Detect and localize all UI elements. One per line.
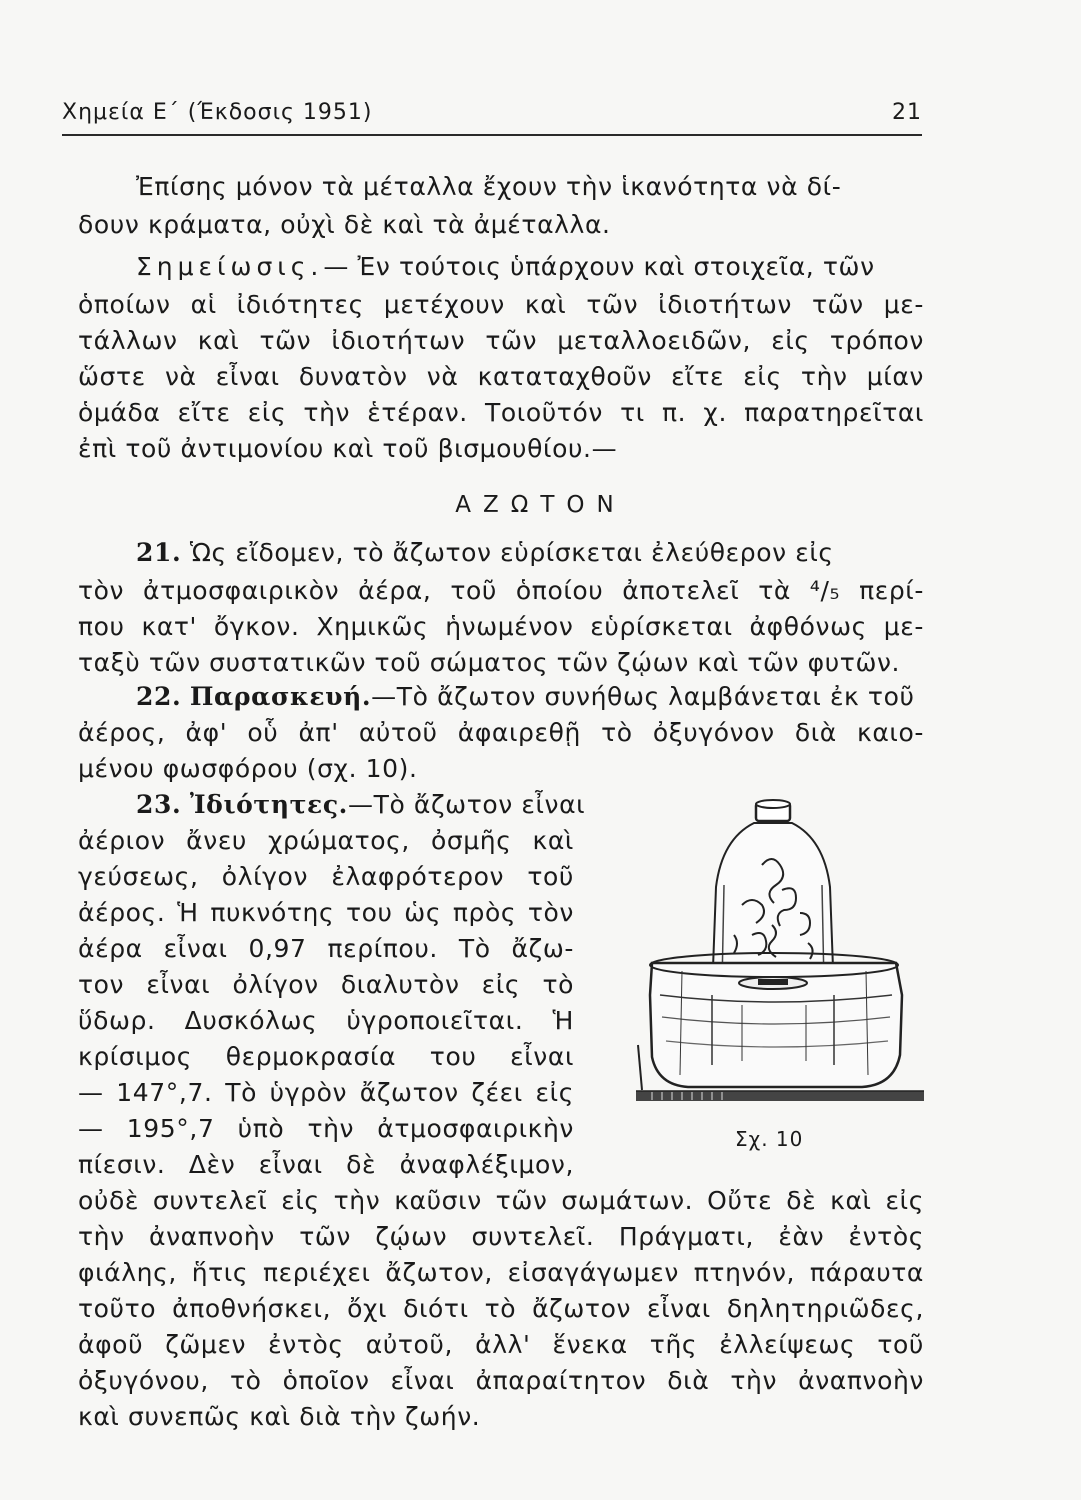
text-line: ὁμάδα εἴτε εἰς τὴν ἑτέραν. Τοιοῦτόν τι π. χ. παρατηρεῖται	[78, 398, 924, 427]
text-line: μένου φωσφόρου (σχ. 10).	[78, 754, 418, 783]
text-line: κρίσιμος θερμοκρασία του εἶναι	[78, 1042, 574, 1071]
text-line: που κατ' ὄγκον. Χημικῶς ἡνωμένον εὑρίσκεται ἀφθόνως με-	[78, 612, 924, 641]
text-line: ἐπὶ τοῦ ἀντιμονίου καὶ τοῦ βισμουθίου.—	[78, 434, 618, 463]
text-line: τὴν ἀναπνοὴν τῶν ζῴων συντελεῖ. Πράγματι, ἐὰν ἐντὸς	[78, 1222, 924, 1251]
page-number: 21	[892, 100, 922, 125]
text-line: οὐδὲ συντελεῖ εἰς τὴν καῦσιν τῶν σωμάτων. Οὔτε δὲ καὶ εἰς	[78, 1186, 924, 1215]
section-text: —Τὸ ἄζωτον συνήθως λαμβάνεται ἐκ τοῦ	[371, 682, 915, 711]
text-line: ταξὺ τῶν συστατικῶν τοῦ σώματος τῶν ζῴων καὶ τῶν φυτῶν.	[78, 648, 901, 677]
figure-caption: Σχ. 10	[735, 1127, 804, 1151]
text-line	[136, 252, 924, 282]
section-number: 21.	[136, 538, 182, 567]
bell-jar-illustration	[622, 795, 932, 1125]
text-line: τον εἶναι ὀλίγον διαλυτὸν εἰς τὸ	[78, 970, 574, 999]
text-line: ἀέρος, ἀφ' οὗ ἀπ' αὐτοῦ ἀφαιρεθῇ τὸ ὀξυγόνον διὰ καιο-	[78, 718, 924, 747]
section-number: 22.	[136, 682, 182, 711]
text-line: δουν κράματα, οὐχὶ δὲ καὶ τὰ ἀμέταλλα.	[78, 210, 611, 239]
section-title: Παρασκευή.	[189, 682, 372, 711]
text-line	[136, 790, 586, 820]
text-line: φιάλης, ἥτις περιέχει ἄζωτον, εἰσαγάγωμεν πτηνόν, πάραυτα	[78, 1258, 924, 1287]
text-line: τοῦτο ἀποθνήσκει, ὄχι διότι τὸ ἄζωτον εἶναι δηλητηριῶδες,	[78, 1294, 924, 1323]
text-line: ὕδωρ. Δυσκόλως ὑγροποιεῖται. Ἡ	[78, 1006, 574, 1035]
section-text: Ὡς εἴδομεν, τὸ ἄζωτον εὑρίσκεται ἐλεύθερον εἰς	[189, 538, 834, 567]
text-line	[136, 682, 924, 712]
text-line: ἀέριον ἄνευ χρώματος, ὀσμῆς καὶ	[78, 826, 574, 855]
text-line: — 195°,7 ὑπὸ τὴν ἀτμοσφαιρικὴν	[78, 1114, 574, 1143]
figure-illustration	[622, 795, 932, 1155]
section-text: —Τὸ ἄζωτον εἶναι	[347, 790, 586, 819]
text-line: ὀξυγόνου, τὸ ὁποῖον εἶναι ἀπαραίτητον διὰ τὴν ἀναπνοὴν	[78, 1366, 924, 1395]
text-line: ἀέρα εἶναι 0,97 περίπου. Τὸ ἄζω-	[78, 934, 574, 963]
text-line	[136, 538, 924, 568]
section-heading: ΑΖΩΤΟΝ	[455, 492, 626, 518]
note-label: Σημείωσις.	[136, 252, 324, 281]
running-title: Χημεία Ε΄ (Έκδοσις 1951)	[62, 100, 373, 125]
text-line: γεύσεως, ὀλίγον ἐλαφρότερον τοῦ	[78, 862, 574, 891]
text-line: — 147°,7. Τὸ ὑγρὸν ἄζωτον ζέει εἰς	[78, 1078, 574, 1107]
text-line: Ἐπίσης μόνον τὰ μέταλλα ἔχουν τὴν ἱκανότητα νὰ δί-	[136, 172, 842, 201]
text-line: ἀέρος. Ἡ πυκνότης του ὡς πρὸς τὸν	[78, 898, 574, 927]
section-title: Ἰδιότητες.	[189, 790, 348, 819]
section-number: 23.	[136, 790, 182, 819]
text-line: τάλλων καὶ τῶν ἰδιοτήτων τῶν μεταλλοειδῶν, εἰς τρόπον	[78, 326, 924, 355]
text-line: πίεσιν. Δὲν εἶναι δὲ ἀναφλέξιμον,	[78, 1150, 574, 1179]
text-line: ὁποίων αἱ ἰδιότητες μετέχουν καὶ τῶν ἰδιοτήτων τῶν με-	[78, 290, 924, 319]
running-header	[62, 100, 922, 136]
text-line: ἀφοῦ ζῶμεν ἐντὸς αὐτοῦ, ἀλλ' ἕνεκα τῆς ἐλλείψεως τοῦ	[78, 1330, 924, 1359]
text-line: ὥστε νὰ εἶναι δυνατὸν νὰ καταταχθοῦν εἴτε εἰς τὴν μίαν	[78, 362, 924, 391]
text-line: καὶ συνεπῶς καὶ διὰ τὴν ζωήν.	[78, 1402, 481, 1431]
note-text: — Ἐν τούτοις ὑπάρχουν καὶ στοιχεῖα, τῶν	[323, 252, 875, 281]
text-line: τὸν ἀτμοσφαιρικὸν ἀέρα, τοῦ ὁποίου ἀποτελεῖ τὰ ⁴/₅ περί-	[78, 576, 924, 605]
